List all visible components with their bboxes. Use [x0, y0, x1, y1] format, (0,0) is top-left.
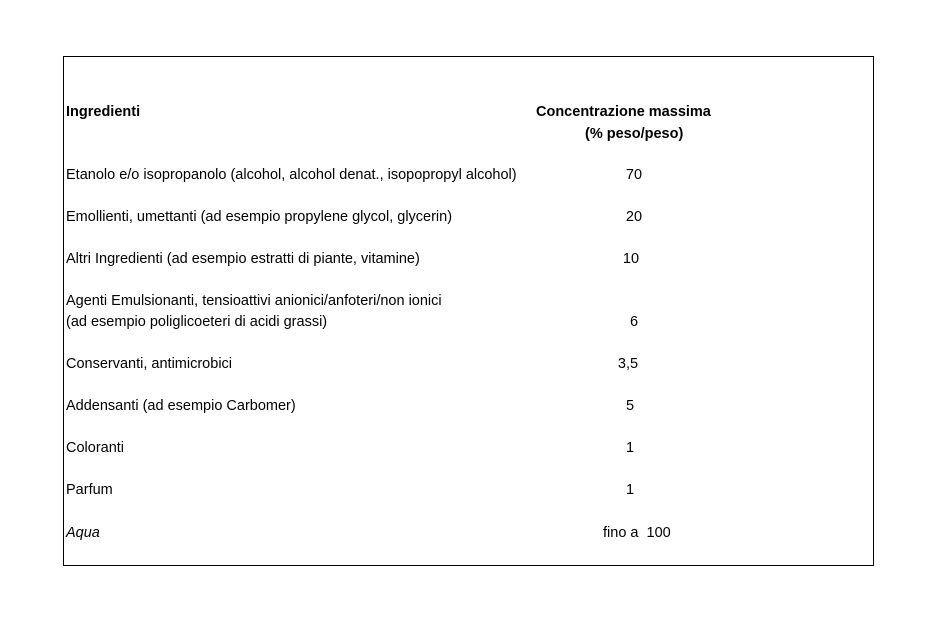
header-concentration: Concentrazione massima [536, 104, 711, 120]
row-value: 6 [629, 314, 639, 330]
row-ingredient: Emollienti, umettanti (ad esempio propylene glycol, glycerin) [66, 209, 453, 225]
row-ingredient: Altri Ingredienti (ad esempio estratti di piante, vitamine) [66, 251, 420, 267]
header-ingredients: Ingredienti [66, 104, 141, 120]
row-value: 70 [625, 167, 643, 183]
row-value: 3,5 [617, 356, 639, 372]
row-ingredient: Aqua [66, 525, 100, 541]
row-value: fino a 100 [603, 525, 671, 541]
row-ingredient: Addensanti (ad esempio Carbomer) [66, 398, 296, 414]
row-ingredient: Etanolo e/o isopropanolo (alcohol, alcohol denat., isopopropyl alcohol) [66, 167, 517, 183]
row-value: 1 [625, 440, 635, 456]
row-ingredient: Coloranti [66, 440, 125, 456]
row-ingredient-line2: (ad esempio poliglicoeteri di acidi grassi) [66, 314, 328, 330]
row-ingredient: Conservanti, antimicrobici [66, 356, 233, 372]
row-value: 20 [625, 209, 643, 225]
row-ingredient: Agenti Emulsionanti, tensioattivi anionici/anfoteri/non ionici [66, 293, 442, 309]
row-value: 10 [622, 251, 640, 267]
header-concentration-unit: (% peso/peso) [585, 126, 684, 142]
table-frame [63, 56, 874, 566]
row-value: 5 [625, 398, 635, 414]
row-ingredient: Parfum [66, 482, 113, 498]
row-value: 1 [625, 482, 635, 498]
